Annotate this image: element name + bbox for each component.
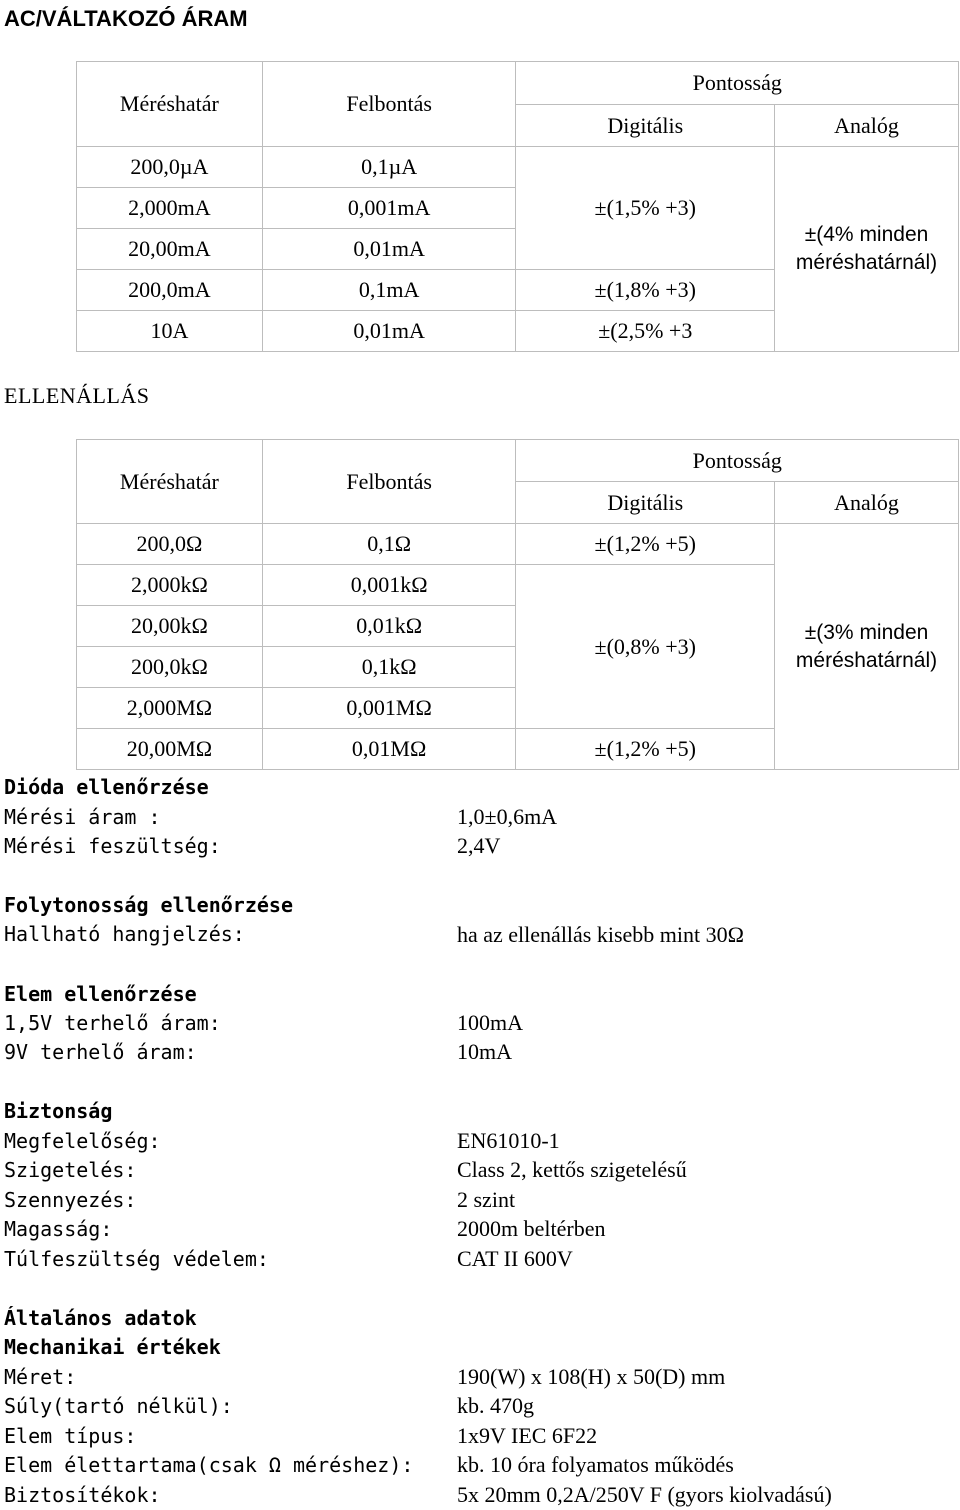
res-range-cell: 20,00kΩ xyxy=(77,606,263,647)
res-analog-line1: ±(3% minden xyxy=(804,620,929,644)
safety-value: Class 2, kettős szigetelésű xyxy=(457,1157,687,1182)
res-analog-line2: méréshatárnál) xyxy=(795,648,938,672)
ac-range-cell: 200,0µA xyxy=(77,147,263,188)
res-analog-cell xyxy=(775,524,959,770)
res-resolution-cell: 0,01MΩ xyxy=(262,729,516,770)
ac-spec-table xyxy=(76,61,959,352)
general-value: kb. 470g xyxy=(457,1393,534,1418)
ac-range-cell: 20,00mA xyxy=(77,229,263,270)
safety-section-title: Biztonság xyxy=(4,1099,113,1123)
ac-range-cell: 10A xyxy=(77,311,263,352)
battery-value: 10mA xyxy=(457,1039,512,1064)
res-header-analog: Analóg xyxy=(775,482,959,524)
battery-section-title: Elem ellenőrzése xyxy=(4,982,197,1006)
safety-label: Szennyezés: xyxy=(4,1188,137,1212)
ac-header-digital: Digitális xyxy=(516,105,775,147)
res-digital-cell: ±(0,8% +3) xyxy=(516,565,775,729)
ac-resolution-cell: 0,01mA xyxy=(262,311,516,352)
ac-header-accuracy: Pontosság xyxy=(516,62,959,105)
general-label: Méret: xyxy=(4,1365,77,1389)
ac-analog-line1: ±(4% minden xyxy=(804,223,929,246)
ac-resolution-cell: 0,1µA xyxy=(262,147,516,188)
ac-resolution-cell: 0,1mA xyxy=(262,270,516,311)
table-row xyxy=(77,524,959,565)
safety-label: Magasság: xyxy=(4,1217,113,1241)
table-row xyxy=(77,147,959,188)
res-range-cell: 200,0Ω xyxy=(77,524,263,565)
general-value: 5x 20mm 0,2A/250V F (gyors kiolvadású) xyxy=(457,1482,832,1507)
res-resolution-cell: 0,1kΩ xyxy=(262,647,516,688)
battery-label: 9V terhelő áram: xyxy=(4,1040,197,1064)
res-range-cell: 2,000MΩ xyxy=(77,688,263,729)
safety-value: 2000m beltérben xyxy=(457,1216,606,1241)
res-header-resolution: Felbontás xyxy=(262,440,516,524)
battery-label: 1,5V terhelő áram: xyxy=(4,1011,221,1035)
mechanical-subtitle: Mechanikai értékek xyxy=(4,1335,221,1359)
battery-value: 100mA xyxy=(457,1010,523,1035)
continuity-section-title: Folytonosság ellenőrzése xyxy=(4,893,293,917)
ac-section-title: AC/VÁLTAKOZÓ ÁRAM xyxy=(4,6,248,31)
diode-label: Mérési áram : xyxy=(4,805,161,829)
res-header-accuracy: Pontosság xyxy=(516,440,959,482)
res-header-digital: Digitális xyxy=(516,482,775,524)
ac-digital-cell: ±(1,8% +3) xyxy=(516,270,775,311)
res-digital-cell: ±(1,2% +5) xyxy=(516,524,775,565)
res-digital-cell: ±(1,2% +5) xyxy=(516,729,775,770)
res-resolution-cell: 0,01kΩ xyxy=(262,606,516,647)
diode-section-title: Dióda ellenőrzése xyxy=(4,775,209,799)
ac-range-cell: 2,000mA xyxy=(77,188,263,229)
ac-header-analog: Analóg xyxy=(775,105,959,147)
ac-analog-cell xyxy=(775,147,959,352)
safety-label: Túlfeszültség védelem: xyxy=(4,1247,269,1271)
ac-digital-cell: ±(2,5% +3 xyxy=(516,311,775,352)
general-value: kb. 10 óra folyamatos működés xyxy=(457,1452,734,1477)
res-range-cell: 20,00MΩ xyxy=(77,729,263,770)
diode-value: 2,4V xyxy=(457,833,501,858)
res-resolution-cell: 0,001MΩ xyxy=(262,688,516,729)
safety-value: CAT II 600V xyxy=(457,1246,573,1271)
general-label: Elem típus: xyxy=(4,1424,137,1448)
ac-header-resolution: Felbontás xyxy=(262,62,516,147)
res-resolution-cell: 0,1Ω xyxy=(262,524,516,565)
general-label: Biztosítékok: xyxy=(4,1483,161,1507)
ac-resolution-cell: 0,01mA xyxy=(262,229,516,270)
ac-analog-line2: méréshatárnál) xyxy=(795,251,938,274)
ac-digital-cell: ±(1,5% +3) xyxy=(516,147,775,270)
general-value: 190(W) x 108(H) x 50(D) mm xyxy=(457,1364,726,1389)
resistance-section-title: ELLENÁLLÁS xyxy=(4,383,150,408)
safety-label: Megfelelőség: xyxy=(4,1129,161,1153)
ac-range-cell: 200,0mA xyxy=(77,270,263,311)
safety-value: EN61010-1 xyxy=(457,1128,560,1153)
res-resolution-cell: 0,001kΩ xyxy=(262,565,516,606)
general-section-title: Általános adatok xyxy=(4,1306,197,1330)
ac-resolution-cell: 0,001mA xyxy=(262,188,516,229)
safety-label: Szigetelés: xyxy=(4,1158,137,1182)
general-label: Súly(tartó nélkül): xyxy=(4,1394,233,1418)
continuity-value: ha az ellenállás kisebb mint 30Ω xyxy=(457,922,744,947)
resistance-spec-table xyxy=(76,439,959,770)
res-header-range: Méréshatár xyxy=(77,440,263,524)
safety-value: 2 szint xyxy=(457,1187,516,1212)
diode-label: Mérési feszültség: xyxy=(4,834,221,858)
res-range-cell: 200,0kΩ xyxy=(77,647,263,688)
diode-value: 1,0±0,6mA xyxy=(457,804,558,829)
ac-header-range: Méréshatár xyxy=(77,62,263,147)
continuity-label: Hallható hangjelzés: xyxy=(4,922,245,946)
general-value: 1x9V IEC 6F22 xyxy=(457,1423,598,1448)
general-label: Elem élettartama(csak Ω méréshez): xyxy=(4,1453,414,1477)
res-range-cell: 2,000kΩ xyxy=(77,565,263,606)
